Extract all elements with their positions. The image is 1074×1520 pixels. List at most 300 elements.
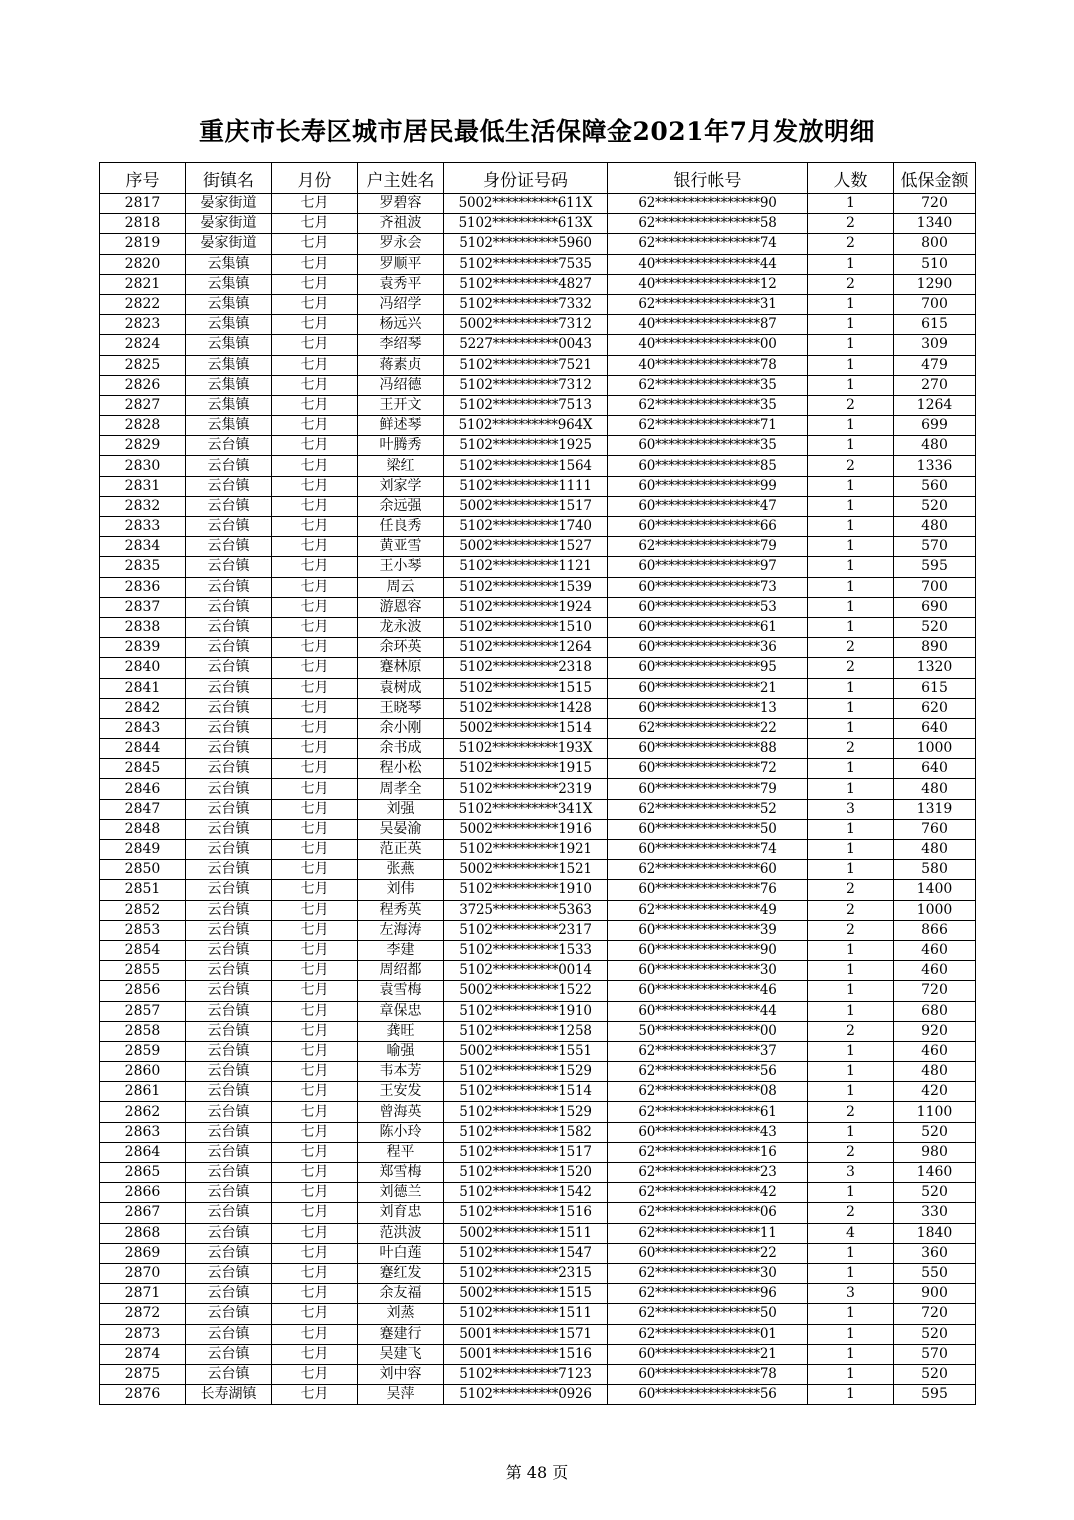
table-row bbox=[100, 1223, 976, 1243]
householder-name-cell: 刘家学 bbox=[358, 476, 444, 496]
header-allowance-amount: 低保金额 bbox=[894, 163, 976, 194]
street-town-cell: 云集镇 bbox=[186, 315, 272, 335]
month-cell: 七月 bbox=[272, 254, 358, 274]
table-row bbox=[100, 194, 976, 214]
id-number-cell: 5002**********1521 bbox=[444, 860, 608, 880]
serial-number-cell: 2831 bbox=[100, 476, 186, 496]
householder-name-cell: 刘强 bbox=[358, 799, 444, 819]
serial-number-cell: 2840 bbox=[100, 658, 186, 678]
householder-name-cell: 杨远兴 bbox=[358, 315, 444, 335]
street-town-cell: 云集镇 bbox=[186, 294, 272, 314]
householder-name-cell: 龚旺 bbox=[358, 1021, 444, 1041]
allowance-amount-cell: 460 bbox=[894, 1041, 976, 1061]
table-row bbox=[100, 476, 976, 496]
id-number-cell: 5227**********0043 bbox=[444, 335, 608, 355]
street-town-cell: 云集镇 bbox=[186, 254, 272, 274]
bank-account-cell: 60****************85 bbox=[608, 456, 808, 476]
serial-number-cell: 2874 bbox=[100, 1344, 186, 1364]
table-row bbox=[100, 597, 976, 617]
street-town-cell: 云台镇 bbox=[186, 779, 272, 799]
householder-name-cell: 曾海英 bbox=[358, 1102, 444, 1122]
householder-name-cell: 冯绍德 bbox=[358, 375, 444, 395]
people-count-cell: 1 bbox=[808, 557, 894, 577]
householder-name-cell: 刘伟 bbox=[358, 880, 444, 900]
month-cell: 七月 bbox=[272, 597, 358, 617]
month-cell: 七月 bbox=[272, 900, 358, 920]
serial-number-cell: 2846 bbox=[100, 779, 186, 799]
bank-account-cell: 60****************35 bbox=[608, 436, 808, 456]
month-cell: 七月 bbox=[272, 1102, 358, 1122]
month-cell: 七月 bbox=[272, 1223, 358, 1243]
householder-name-cell: 张燕 bbox=[358, 860, 444, 880]
table-row bbox=[100, 739, 976, 759]
bank-account-cell: 60****************76 bbox=[608, 880, 808, 900]
householder-name-cell: 梁红 bbox=[358, 456, 444, 476]
people-count-cell: 3 bbox=[808, 1284, 894, 1304]
bank-account-cell: 62****************79 bbox=[608, 537, 808, 557]
allowance-amount-cell: 595 bbox=[894, 557, 976, 577]
id-number-cell: 5001**********1516 bbox=[444, 1344, 608, 1364]
street-town-cell: 云台镇 bbox=[186, 537, 272, 557]
householder-name-cell: 蹇建行 bbox=[358, 1324, 444, 1344]
people-count-cell: 1 bbox=[808, 496, 894, 516]
month-cell: 七月 bbox=[272, 234, 358, 254]
bank-account-cell: 40****************44 bbox=[608, 254, 808, 274]
month-cell: 七月 bbox=[272, 194, 358, 214]
id-number-cell: 5102**********7513 bbox=[444, 395, 608, 415]
householder-name-cell: 程秀英 bbox=[358, 900, 444, 920]
people-count-cell: 1 bbox=[808, 1082, 894, 1102]
householder-name-cell: 吴建飞 bbox=[358, 1344, 444, 1364]
bank-account-cell: 60****************21 bbox=[608, 678, 808, 698]
month-cell: 七月 bbox=[272, 1122, 358, 1142]
table-row bbox=[100, 1041, 976, 1061]
table-row bbox=[100, 940, 976, 960]
header-street-town: 街镇名 bbox=[186, 163, 272, 194]
allowance-amount-cell: 800 bbox=[894, 234, 976, 254]
street-town-cell: 云台镇 bbox=[186, 718, 272, 738]
householder-name-cell: 范洪波 bbox=[358, 1223, 444, 1243]
people-count-cell: 1 bbox=[808, 294, 894, 314]
id-number-cell: 5102**********2315 bbox=[444, 1263, 608, 1283]
header-id-number: 身份证号码 bbox=[444, 163, 608, 194]
bank-account-cell: 62****************71 bbox=[608, 416, 808, 436]
allowance-amount-cell: 720 bbox=[894, 981, 976, 1001]
table-row bbox=[100, 355, 976, 375]
id-number-cell: 5002**********1511 bbox=[444, 1223, 608, 1243]
serial-number-cell: 2869 bbox=[100, 1243, 186, 1263]
householder-name-cell: 范正英 bbox=[358, 840, 444, 860]
bank-account-cell: 62****************74 bbox=[608, 234, 808, 254]
serial-number-cell: 2854 bbox=[100, 940, 186, 960]
allowance-amount-cell: 640 bbox=[894, 759, 976, 779]
table-row bbox=[100, 395, 976, 415]
householder-name-cell: 蹇林原 bbox=[358, 658, 444, 678]
street-town-cell: 晏家街道 bbox=[186, 194, 272, 214]
people-count-cell: 1 bbox=[808, 1243, 894, 1263]
people-count-cell: 1 bbox=[808, 819, 894, 839]
people-count-cell: 2 bbox=[808, 1102, 894, 1122]
people-count-cell: 3 bbox=[808, 799, 894, 819]
serial-number-cell: 2856 bbox=[100, 981, 186, 1001]
people-count-cell: 2 bbox=[808, 1021, 894, 1041]
bank-account-cell: 62****************56 bbox=[608, 1062, 808, 1082]
serial-number-cell: 2837 bbox=[100, 597, 186, 617]
people-count-cell: 1 bbox=[808, 678, 894, 698]
householder-name-cell: 余书成 bbox=[358, 739, 444, 759]
people-count-cell: 1 bbox=[808, 940, 894, 960]
serial-number-cell: 2860 bbox=[100, 1062, 186, 1082]
householder-name-cell: 袁秀平 bbox=[358, 274, 444, 294]
serial-number-cell: 2872 bbox=[100, 1304, 186, 1324]
serial-number-cell: 2847 bbox=[100, 799, 186, 819]
id-number-cell: 5102**********1529 bbox=[444, 1102, 608, 1122]
people-count-cell: 2 bbox=[808, 920, 894, 940]
month-cell: 七月 bbox=[272, 416, 358, 436]
bank-account-cell: 62****************52 bbox=[608, 799, 808, 819]
householder-name-cell: 吴晏渝 bbox=[358, 819, 444, 839]
people-count-cell: 1 bbox=[808, 1122, 894, 1142]
allowance-amount-cell: 680 bbox=[894, 1001, 976, 1021]
table-row bbox=[100, 1385, 976, 1405]
table-body bbox=[100, 194, 976, 1405]
table-row bbox=[100, 537, 976, 557]
householder-name-cell: 喻强 bbox=[358, 1041, 444, 1061]
allowance-amount-cell: 480 bbox=[894, 779, 976, 799]
id-number-cell: 3725**********5363 bbox=[444, 900, 608, 920]
people-count-cell: 1 bbox=[808, 1263, 894, 1283]
people-count-cell: 1 bbox=[808, 860, 894, 880]
month-cell: 七月 bbox=[272, 1183, 358, 1203]
bank-account-cell: 62****************11 bbox=[608, 1223, 808, 1243]
month-cell: 七月 bbox=[272, 375, 358, 395]
bank-account-cell: 62****************35 bbox=[608, 395, 808, 415]
allowance-amount-cell: 900 bbox=[894, 1284, 976, 1304]
street-town-cell: 云台镇 bbox=[186, 1263, 272, 1283]
people-count-cell: 1 bbox=[808, 1041, 894, 1061]
serial-number-cell: 2848 bbox=[100, 819, 186, 839]
people-count-cell: 1 bbox=[808, 577, 894, 597]
id-number-cell: 5002**********611X bbox=[444, 194, 608, 214]
people-count-cell: 1 bbox=[808, 981, 894, 1001]
bank-account-cell: 60****************79 bbox=[608, 779, 808, 799]
table-row bbox=[100, 274, 976, 294]
street-town-cell: 云台镇 bbox=[186, 799, 272, 819]
month-cell: 七月 bbox=[272, 1304, 358, 1324]
document-title: 重庆市长寿区城市居民最低生活保障金2021年7月发放明细 bbox=[199, 117, 875, 146]
month-cell: 七月 bbox=[272, 678, 358, 698]
month-cell: 七月 bbox=[272, 718, 358, 738]
street-town-cell: 云台镇 bbox=[186, 900, 272, 920]
id-number-cell: 5102**********1925 bbox=[444, 436, 608, 456]
allowance-amount-cell: 640 bbox=[894, 718, 976, 738]
people-count-cell: 2 bbox=[808, 456, 894, 476]
allowance-amount-cell: 309 bbox=[894, 335, 976, 355]
street-town-cell: 云台镇 bbox=[186, 920, 272, 940]
month-cell: 七月 bbox=[272, 1021, 358, 1041]
month-cell: 七月 bbox=[272, 617, 358, 637]
serial-number-cell: 2838 bbox=[100, 617, 186, 637]
serial-number-cell: 2826 bbox=[100, 375, 186, 395]
householder-name-cell: 余环英 bbox=[358, 638, 444, 658]
allowance-amount-cell: 1319 bbox=[894, 799, 976, 819]
people-count-cell: 2 bbox=[808, 658, 894, 678]
table-row bbox=[100, 1122, 976, 1142]
allowance-amount-cell: 890 bbox=[894, 638, 976, 658]
allowance-amount-cell: 360 bbox=[894, 1243, 976, 1263]
id-number-cell: 5102**********1264 bbox=[444, 638, 608, 658]
bank-account-cell: 40****************00 bbox=[608, 335, 808, 355]
table-row bbox=[100, 1344, 976, 1364]
header-people-count: 人数 bbox=[808, 163, 894, 194]
street-town-cell: 云台镇 bbox=[186, 698, 272, 718]
allowance-amount-cell: 700 bbox=[894, 294, 976, 314]
table-row bbox=[100, 1304, 976, 1324]
table-row bbox=[100, 1102, 976, 1122]
street-town-cell: 云台镇 bbox=[186, 678, 272, 698]
householder-name-cell: 王开文 bbox=[358, 395, 444, 415]
householder-name-cell: 龙永波 bbox=[358, 617, 444, 637]
people-count-cell: 1 bbox=[808, 1324, 894, 1344]
table-row bbox=[100, 1364, 976, 1384]
month-cell: 七月 bbox=[272, 214, 358, 234]
street-town-cell: 云台镇 bbox=[186, 1062, 272, 1082]
bank-account-cell: 62****************31 bbox=[608, 294, 808, 314]
street-town-cell: 云台镇 bbox=[186, 1102, 272, 1122]
table-row bbox=[100, 375, 976, 395]
month-cell: 七月 bbox=[272, 1163, 358, 1183]
allowance-amount-cell: 480 bbox=[894, 840, 976, 860]
month-cell: 七月 bbox=[272, 1284, 358, 1304]
serial-number-cell: 2819 bbox=[100, 234, 186, 254]
bank-account-cell: 62****************50 bbox=[608, 1304, 808, 1324]
id-number-cell: 5102**********1539 bbox=[444, 577, 608, 597]
bank-account-cell: 60****************50 bbox=[608, 819, 808, 839]
bank-account-cell: 62****************23 bbox=[608, 1163, 808, 1183]
table-row bbox=[100, 678, 976, 698]
street-town-cell: 晏家街道 bbox=[186, 234, 272, 254]
people-count-cell: 1 bbox=[808, 476, 894, 496]
people-count-cell: 1 bbox=[808, 537, 894, 557]
bank-account-cell: 60****************61 bbox=[608, 617, 808, 637]
month-cell: 七月 bbox=[272, 920, 358, 940]
table-row bbox=[100, 557, 976, 577]
serial-number-cell: 2867 bbox=[100, 1203, 186, 1223]
serial-number-cell: 2836 bbox=[100, 577, 186, 597]
people-count-cell: 1 bbox=[808, 517, 894, 537]
serial-number-cell: 2827 bbox=[100, 395, 186, 415]
bank-account-cell: 60****************22 bbox=[608, 1243, 808, 1263]
serial-number-cell: 2863 bbox=[100, 1122, 186, 1142]
people-count-cell: 1 bbox=[808, 1364, 894, 1384]
bank-account-cell: 62****************37 bbox=[608, 1041, 808, 1061]
id-number-cell: 5102**********1529 bbox=[444, 1062, 608, 1082]
id-number-cell: 5102**********1511 bbox=[444, 1304, 608, 1324]
householder-name-cell: 李绍琴 bbox=[358, 335, 444, 355]
householder-name-cell: 周云 bbox=[358, 577, 444, 597]
bank-account-cell: 60****************36 bbox=[608, 638, 808, 658]
allowance-amount-cell: 1460 bbox=[894, 1163, 976, 1183]
bank-account-cell: 50****************00 bbox=[608, 1021, 808, 1041]
table-row bbox=[100, 799, 976, 819]
table-row bbox=[100, 900, 976, 920]
table-row bbox=[100, 315, 976, 335]
serial-number-cell: 2839 bbox=[100, 638, 186, 658]
id-number-cell: 5102**********1564 bbox=[444, 456, 608, 476]
allowance-amount-cell: 1000 bbox=[894, 739, 976, 759]
bank-account-cell: 60****************95 bbox=[608, 658, 808, 678]
table-header-row bbox=[100, 163, 976, 194]
id-number-cell: 5102**********0014 bbox=[444, 961, 608, 981]
householder-name-cell: 刘蒸 bbox=[358, 1304, 444, 1324]
householder-name-cell: 齐祖波 bbox=[358, 214, 444, 234]
householder-name-cell: 程小松 bbox=[358, 759, 444, 779]
table-row bbox=[100, 416, 976, 436]
allowance-amount-cell: 1000 bbox=[894, 900, 976, 920]
street-town-cell: 云台镇 bbox=[186, 739, 272, 759]
street-town-cell: 云台镇 bbox=[186, 1001, 272, 1021]
allowance-amount-cell: 480 bbox=[894, 436, 976, 456]
allowance-amount-cell: 1340 bbox=[894, 214, 976, 234]
householder-name-cell: 罗碧容 bbox=[358, 194, 444, 214]
bank-account-cell: 40****************78 bbox=[608, 355, 808, 375]
street-town-cell: 云台镇 bbox=[186, 860, 272, 880]
serial-number-cell: 2829 bbox=[100, 436, 186, 456]
id-number-cell: 5102**********7535 bbox=[444, 254, 608, 274]
householder-name-cell: 蹇红发 bbox=[358, 1263, 444, 1283]
street-town-cell: 云台镇 bbox=[186, 436, 272, 456]
table-row bbox=[100, 1062, 976, 1082]
street-town-cell: 云台镇 bbox=[186, 961, 272, 981]
allowance-amount-cell: 560 bbox=[894, 476, 976, 496]
allowance-amount-cell: 520 bbox=[894, 1122, 976, 1142]
serial-number-cell: 2834 bbox=[100, 537, 186, 557]
month-cell: 七月 bbox=[272, 436, 358, 456]
id-number-cell: 5102**********4827 bbox=[444, 274, 608, 294]
bank-account-cell: 40****************12 bbox=[608, 274, 808, 294]
id-number-cell: 5002**********1916 bbox=[444, 819, 608, 839]
people-count-cell: 2 bbox=[808, 234, 894, 254]
serial-number-cell: 2844 bbox=[100, 739, 186, 759]
street-town-cell: 云集镇 bbox=[186, 335, 272, 355]
table-row bbox=[100, 759, 976, 779]
householder-name-cell: 余友福 bbox=[358, 1284, 444, 1304]
table-row bbox=[100, 1021, 976, 1041]
serial-number-cell: 2873 bbox=[100, 1324, 186, 1344]
table-row bbox=[100, 880, 976, 900]
bank-account-cell: 60****************90 bbox=[608, 940, 808, 960]
month-cell: 七月 bbox=[272, 880, 358, 900]
table-row bbox=[100, 1284, 976, 1304]
month-cell: 七月 bbox=[272, 1041, 358, 1061]
table-row bbox=[100, 254, 976, 274]
table-row bbox=[100, 214, 976, 234]
serial-number-cell: 2823 bbox=[100, 315, 186, 335]
allowance-amount-cell: 520 bbox=[894, 617, 976, 637]
id-number-cell: 5001**********1571 bbox=[444, 1324, 608, 1344]
bank-account-cell: 60****************72 bbox=[608, 759, 808, 779]
month-cell: 七月 bbox=[272, 1385, 358, 1405]
bank-account-cell: 60****************74 bbox=[608, 840, 808, 860]
people-count-cell: 1 bbox=[808, 436, 894, 456]
table-row bbox=[100, 718, 976, 738]
bank-account-cell: 62****************60 bbox=[608, 860, 808, 880]
table-row bbox=[100, 1183, 976, 1203]
header-serial-number: 序号 bbox=[100, 163, 186, 194]
serial-number-cell: 2845 bbox=[100, 759, 186, 779]
householder-name-cell: 刘育忠 bbox=[358, 1203, 444, 1223]
bank-account-cell: 62****************35 bbox=[608, 375, 808, 395]
allowance-amount-cell: 595 bbox=[894, 1385, 976, 1405]
allowance-amount-cell: 1320 bbox=[894, 658, 976, 678]
serial-number-cell: 2818 bbox=[100, 214, 186, 234]
street-town-cell: 云台镇 bbox=[186, 1243, 272, 1263]
allowance-amount-cell: 620 bbox=[894, 698, 976, 718]
table-row bbox=[100, 1001, 976, 1021]
bank-account-cell: 40****************87 bbox=[608, 315, 808, 335]
table-row bbox=[100, 698, 976, 718]
people-count-cell: 2 bbox=[808, 739, 894, 759]
id-number-cell: 5102**********1542 bbox=[444, 1183, 608, 1203]
bank-account-cell: 62****************49 bbox=[608, 900, 808, 920]
serial-number-cell: 2857 bbox=[100, 1001, 186, 1021]
id-number-cell: 5102**********1582 bbox=[444, 1122, 608, 1142]
street-town-cell: 云台镇 bbox=[186, 1284, 272, 1304]
householder-name-cell: 左海涛 bbox=[358, 920, 444, 940]
householder-name-cell: 刘中容 bbox=[358, 1364, 444, 1384]
bank-account-cell: 62****************16 bbox=[608, 1142, 808, 1162]
serial-number-cell: 2855 bbox=[100, 961, 186, 981]
serial-number-cell: 2825 bbox=[100, 355, 186, 375]
people-count-cell: 1 bbox=[808, 1304, 894, 1324]
table-row bbox=[100, 1324, 976, 1344]
street-town-cell: 云台镇 bbox=[186, 880, 272, 900]
serial-number-cell: 2817 bbox=[100, 194, 186, 214]
allowance-amount-cell: 615 bbox=[894, 315, 976, 335]
householder-name-cell: 罗顺平 bbox=[358, 254, 444, 274]
allowance-amount-cell: 460 bbox=[894, 961, 976, 981]
street-town-cell: 云台镇 bbox=[186, 1142, 272, 1162]
table-row bbox=[100, 981, 976, 1001]
table-row bbox=[100, 496, 976, 516]
allowance-amount-cell: 520 bbox=[894, 496, 976, 516]
street-town-cell: 云台镇 bbox=[186, 1223, 272, 1243]
street-town-cell: 云台镇 bbox=[186, 840, 272, 860]
street-town-cell: 云集镇 bbox=[186, 416, 272, 436]
people-count-cell: 2 bbox=[808, 1203, 894, 1223]
bank-account-cell: 60****************66 bbox=[608, 517, 808, 537]
street-town-cell: 云台镇 bbox=[186, 658, 272, 678]
month-cell: 七月 bbox=[272, 1364, 358, 1384]
header-householder-name: 户主姓名 bbox=[358, 163, 444, 194]
allowance-amount-cell: 420 bbox=[894, 1082, 976, 1102]
street-town-cell: 云集镇 bbox=[186, 355, 272, 375]
month-cell: 七月 bbox=[272, 860, 358, 880]
street-town-cell: 云台镇 bbox=[186, 456, 272, 476]
householder-name-cell: 黄亚雪 bbox=[358, 537, 444, 557]
allowance-amount-cell: 1290 bbox=[894, 274, 976, 294]
bank-account-cell: 62****************22 bbox=[608, 718, 808, 738]
table-row bbox=[100, 456, 976, 476]
people-count-cell: 1 bbox=[808, 597, 894, 617]
month-cell: 七月 bbox=[272, 799, 358, 819]
id-number-cell: 5102**********0926 bbox=[444, 1385, 608, 1405]
bank-account-cell: 60****************73 bbox=[608, 577, 808, 597]
people-count-cell: 2 bbox=[808, 638, 894, 658]
month-cell: 七月 bbox=[272, 1263, 358, 1283]
street-town-cell: 云台镇 bbox=[186, 1021, 272, 1041]
householder-name-cell: 程平 bbox=[358, 1142, 444, 1162]
